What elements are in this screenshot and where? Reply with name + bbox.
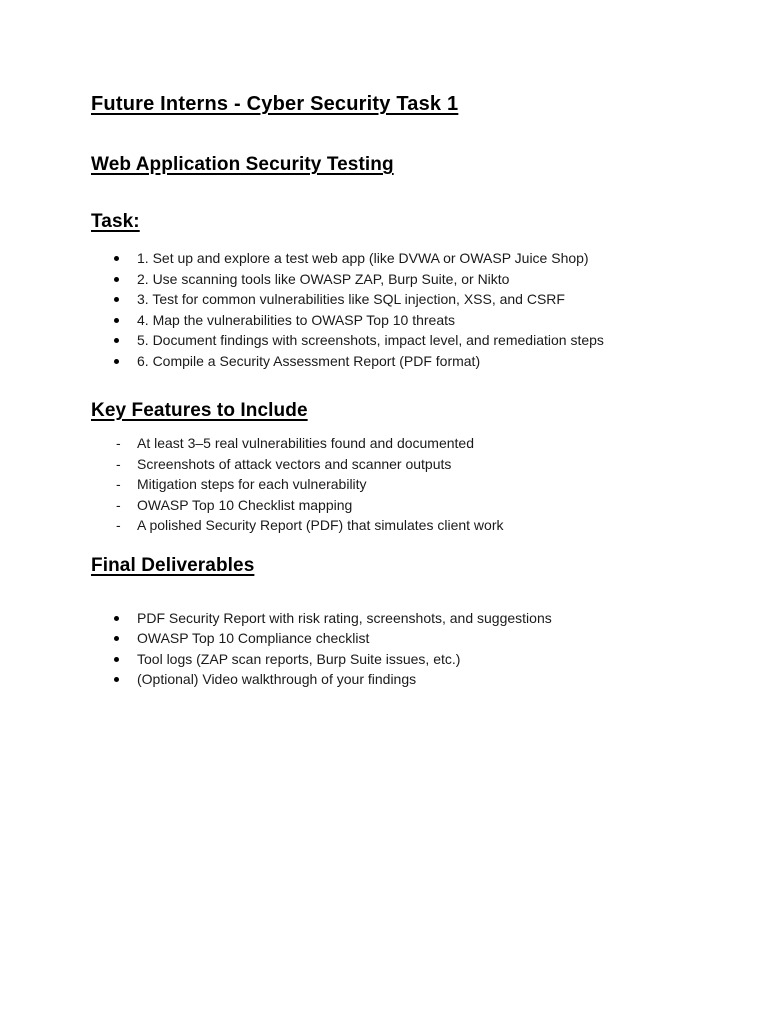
list-item: Tool logs (ZAP scan reports, Burp Suite issues, etc.) [91,649,708,670]
section-heading-task: Task: [91,211,140,232]
list-item: (Optional) Video walkthrough of your findings [91,669,708,690]
document-title: Future Interns - Cyber Security Task 1 [91,93,459,115]
list-item: 4. Map the vulnerabilities to OWASP Top 10 threats [91,310,708,331]
list-item: 6. Compile a Security Assessment Report (PDF format) [91,351,708,372]
list-item: - Mitigation steps for each vulnerability [91,474,708,495]
section-heading-key-features: Key Features to Include [91,400,308,421]
list-item: - Screenshots of attack vectors and scanner outputs [91,454,708,475]
list-item: OWASP Top 10 Compliance checklist [91,628,708,649]
list-item: - A polished Security Report (PDF) that simulates client work [91,515,708,536]
list-item: 3. Test for common vulnerabilities like SQL injection, XSS, and CSRF [91,289,708,310]
section-heading-final-deliverables: Final Deliverables [91,554,255,576]
list-item: - At least 3–5 real vulnerabilities found and documented [91,433,708,454]
list-item: PDF Security Report with risk rating, screenshots, and suggestions [91,608,708,629]
final-deliverables-list [91,608,708,690]
task-list [91,248,708,371]
document-subtitle: Web Application Security Testing [91,154,394,175]
list-item: 1. Set up and explore a test web app (like DVWA or OWASP Juice Shop) [91,248,708,269]
key-features-list [91,433,708,536]
list-item: - OWASP Top 10 Checklist mapping [91,495,708,516]
list-item: 2. Use scanning tools like OWASP ZAP, Burp Suite, or Nikto [91,269,708,290]
list-item: 5. Document findings with screenshots, impact level, and remediation steps [91,330,708,351]
